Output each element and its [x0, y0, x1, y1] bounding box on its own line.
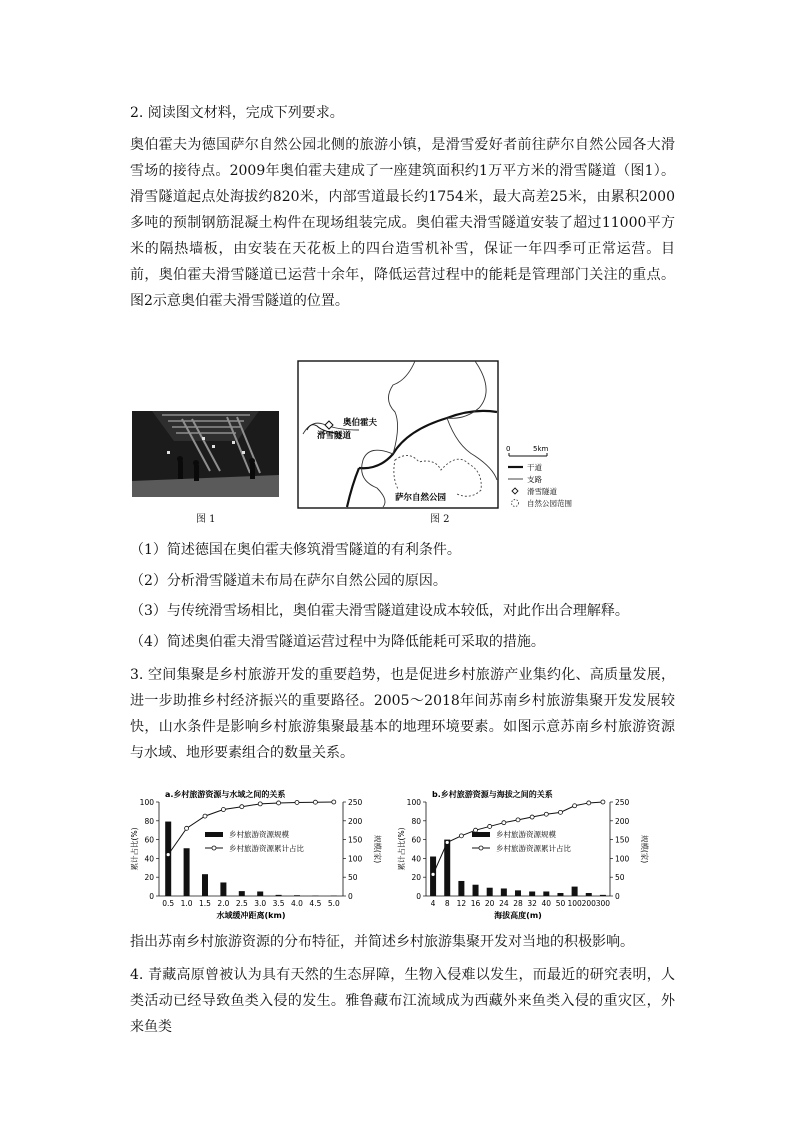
right-axis-title: 规模(家)	[373, 834, 382, 864]
left-tick-label: 20	[144, 873, 154, 883]
line-point	[203, 814, 207, 818]
x-tick-label: 3.0	[254, 899, 267, 908]
right-tick-label: 150	[348, 835, 363, 845]
scale-end: 5km	[533, 445, 549, 453]
x-tick-label: 300	[595, 899, 611, 908]
right-tick-label: 0	[348, 892, 353, 901]
left-axis-title: 累计占比(%)	[397, 827, 406, 871]
bar	[257, 891, 263, 896]
legend-main-road: 干道	[527, 463, 542, 472]
x-tick-label: 1.5	[199, 899, 211, 908]
x-tick-label: 4.5	[309, 899, 322, 908]
bar	[202, 874, 208, 896]
x-tick-label: 200	[581, 899, 596, 908]
right-tick-label: 200	[348, 816, 363, 826]
line-point	[516, 818, 520, 822]
line-point	[601, 800, 605, 804]
left-tick-label: 60	[411, 835, 421, 845]
line-point	[573, 804, 577, 808]
x-tick-label: 20	[484, 899, 495, 908]
bar	[165, 822, 171, 896]
legend-bar-label: 乡村旅游资源规模	[229, 830, 289, 839]
x-tick-label: 32	[527, 899, 537, 908]
legend-ski-tunnel: 滑雪隧道	[527, 487, 557, 496]
bar	[600, 895, 606, 896]
bar	[294, 895, 300, 896]
bar	[586, 893, 592, 896]
left-axis-title: 累计占比(%)	[130, 827, 139, 871]
line-point	[558, 810, 562, 814]
bar	[515, 890, 521, 896]
q2-heading: 2. 阅读图文材料，完成下列要求。	[130, 105, 344, 121]
legend-bar-swatch	[205, 832, 223, 837]
q2-paragraph: 奥伯霍夫为德国萨尔自然公园北侧的旅游小镇，是滑雪爱好者前往萨尔自然公园各大滑雪场的接待点。2009年奥伯霍夫建成了一座建筑面积约1万平方米的滑雪隧道（图1）。滑雪隧道起点处海拔约820米，内部雪道最长约1754米，最大高差25米，由累积2000多吨的预制钢筋混凝土构件在现场组装完成。奥伯霍夫滑雪隧道安装了超过11000平方米的隔热墙板，由安装在天花板上的四台造雪机补雪，保证一年四季可正常运营。目前，奥伯霍夫滑雪隧道已运营十余年，降低运营过程中的能耗是管理部门关注的重点。图2示意奥伯霍夫滑雪隧道的位置。	[130, 137, 675, 309]
bar	[557, 893, 563, 896]
line-point	[258, 802, 262, 806]
q3-question: 指出苏南乡村旅游资源的分布特征，并简述乡村旅游集聚开发对当地的积极影响。	[130, 934, 634, 950]
legend-line-label: 乡村旅游资源累计占比	[496, 844, 571, 853]
line-point	[459, 834, 463, 838]
bar	[184, 848, 190, 896]
line-point	[313, 800, 317, 804]
x-tick-label: 4.0	[291, 899, 303, 908]
x-tick-label: 8	[444, 899, 450, 908]
tunnel-label: 滑雪隧道	[317, 431, 352, 441]
left-tick-label: 20	[411, 873, 421, 883]
town-label: 奥伯霍夫	[343, 418, 378, 428]
line-point	[502, 821, 506, 825]
x-tick-label: 24	[499, 899, 509, 908]
legend-line-marker	[479, 846, 483, 850]
bar	[276, 895, 282, 896]
left-tick-label: 0	[416, 892, 421, 901]
legend-branch-road: 支路	[527, 475, 542, 484]
bar	[529, 891, 535, 896]
right-tick-label: 250	[348, 798, 363, 807]
bar	[473, 885, 479, 896]
right-axis-title: 规模(家)	[640, 834, 649, 864]
x-tick-label: 2.0	[217, 899, 230, 908]
bar	[572, 887, 578, 896]
left-tick-label: 100	[406, 798, 421, 807]
line-point	[295, 800, 299, 804]
left-tick-label: 40	[411, 854, 421, 864]
right-tick-label: 50	[348, 873, 358, 883]
right-tick-label: 250	[615, 798, 630, 807]
line-point	[277, 801, 281, 805]
bar	[220, 882, 226, 896]
x-tick-label: 2.5	[235, 899, 248, 908]
right-tick-label: 200	[615, 816, 630, 826]
bar	[487, 888, 493, 896]
right-tick-label: 0	[615, 892, 620, 901]
x-tick-label: 1.0	[180, 899, 193, 908]
chart-water-distance	[125, 786, 383, 922]
chart-title: b.乡村旅游资源与海拔之间的关系	[432, 790, 553, 799]
x-tick-label: 4	[430, 899, 436, 908]
bar	[501, 888, 507, 896]
line-point	[431, 872, 435, 876]
left-tick-label: 80	[411, 816, 421, 826]
legend-bar-label: 乡村旅游资源规模	[496, 830, 556, 839]
x-tick-label: 16	[470, 899, 481, 908]
q3-paragraph: 3. 空间集聚是乡村旅游开发的重要趋势，也是促进乡村旅游产业集约化、高质量发展，进一步助推乡村经济振兴的重要路径。2005～2018年间苏南乡村旅游集聚开发发展较快，山水条件是影响乡村旅游集聚最基本的地理环境要素。如图示意苏南乡村旅游资源与水域、地形要素组合的数量关系。	[130, 667, 675, 761]
x-axis-title: 海拔高度(m)	[494, 911, 542, 920]
left-tick-label: 80	[144, 816, 154, 826]
line-point	[240, 805, 244, 809]
q2-question-1: （1）简述德国在奥伯霍夫修筑滑雪隧道的有利条件。	[130, 542, 461, 558]
q4-paragraph: 4. 青藏高原曾被认为具有天然的生态屏障，生物入侵难以发生，而最近的研究表明，人类活动已经导致鱼类入侵的发生。雅鲁藏布江流域成为西藏外来鱼类入侵的重灾区，外来鱼类	[130, 967, 675, 1035]
legend-line-marker	[212, 846, 216, 850]
q2-question-2: （2）分析滑雪隧道未布局在萨尔自然公园的原因。	[130, 573, 447, 589]
left-tick-label: 40	[144, 854, 154, 864]
x-tick-label: 28	[513, 899, 523, 908]
x-tick-label: 3.5	[272, 899, 285, 908]
legend-bar-swatch	[472, 832, 490, 837]
x-tick-label: 5.0	[327, 899, 340, 908]
line-point	[544, 812, 548, 816]
legend-line-label: 乡村旅游资源累计占比	[229, 844, 304, 853]
line-point	[332, 800, 336, 804]
chart-title: a.乡村旅游资源与水域之间的关系	[165, 790, 286, 799]
x-tick-label: 50	[555, 899, 566, 908]
line-point	[530, 815, 534, 819]
q2-question-4: （4）简述奥伯霍夫滑雪隧道运营过程中为降低能耗可采取的措施。	[130, 634, 545, 650]
right-tick-label: 100	[348, 854, 363, 864]
line-point	[445, 840, 449, 844]
bar	[543, 891, 549, 896]
chart-altitude	[392, 786, 650, 922]
line-point	[185, 826, 189, 830]
left-tick-label: 100	[139, 798, 154, 807]
line-point	[474, 828, 478, 832]
x-axis-title: 水域缓冲距离(km)	[216, 911, 286, 920]
bar	[458, 881, 464, 896]
ski-tunnel-photo	[132, 411, 279, 497]
right-tick-label: 150	[615, 835, 630, 845]
scale-start: 0	[506, 445, 511, 453]
park-label: 萨尔自然公园	[395, 493, 447, 503]
x-tick-label: 100	[567, 899, 582, 908]
bar	[239, 891, 245, 896]
left-tick-label: 60	[144, 835, 154, 845]
fig2-caption: 图 2	[430, 514, 450, 525]
line-point	[488, 824, 492, 828]
left-tick-label: 0	[149, 892, 154, 901]
x-tick-label: 40	[541, 899, 552, 908]
x-tick-label: 0.5	[162, 899, 175, 908]
location-map	[297, 360, 581, 510]
line-point	[587, 801, 591, 805]
legend-park-boundary: 自然公园范围	[527, 499, 572, 508]
q2-question-3: （3）与传统滑雪场相比，奥伯霍夫滑雪隧道建设成本较低，对此作出合理解释。	[130, 603, 629, 619]
right-tick-label: 100	[615, 854, 630, 864]
line-point	[166, 853, 170, 857]
line-point	[221, 808, 225, 812]
right-tick-label: 50	[615, 873, 625, 883]
fig1-caption: 图 1	[196, 514, 216, 525]
x-tick-label: 12	[456, 899, 467, 908]
